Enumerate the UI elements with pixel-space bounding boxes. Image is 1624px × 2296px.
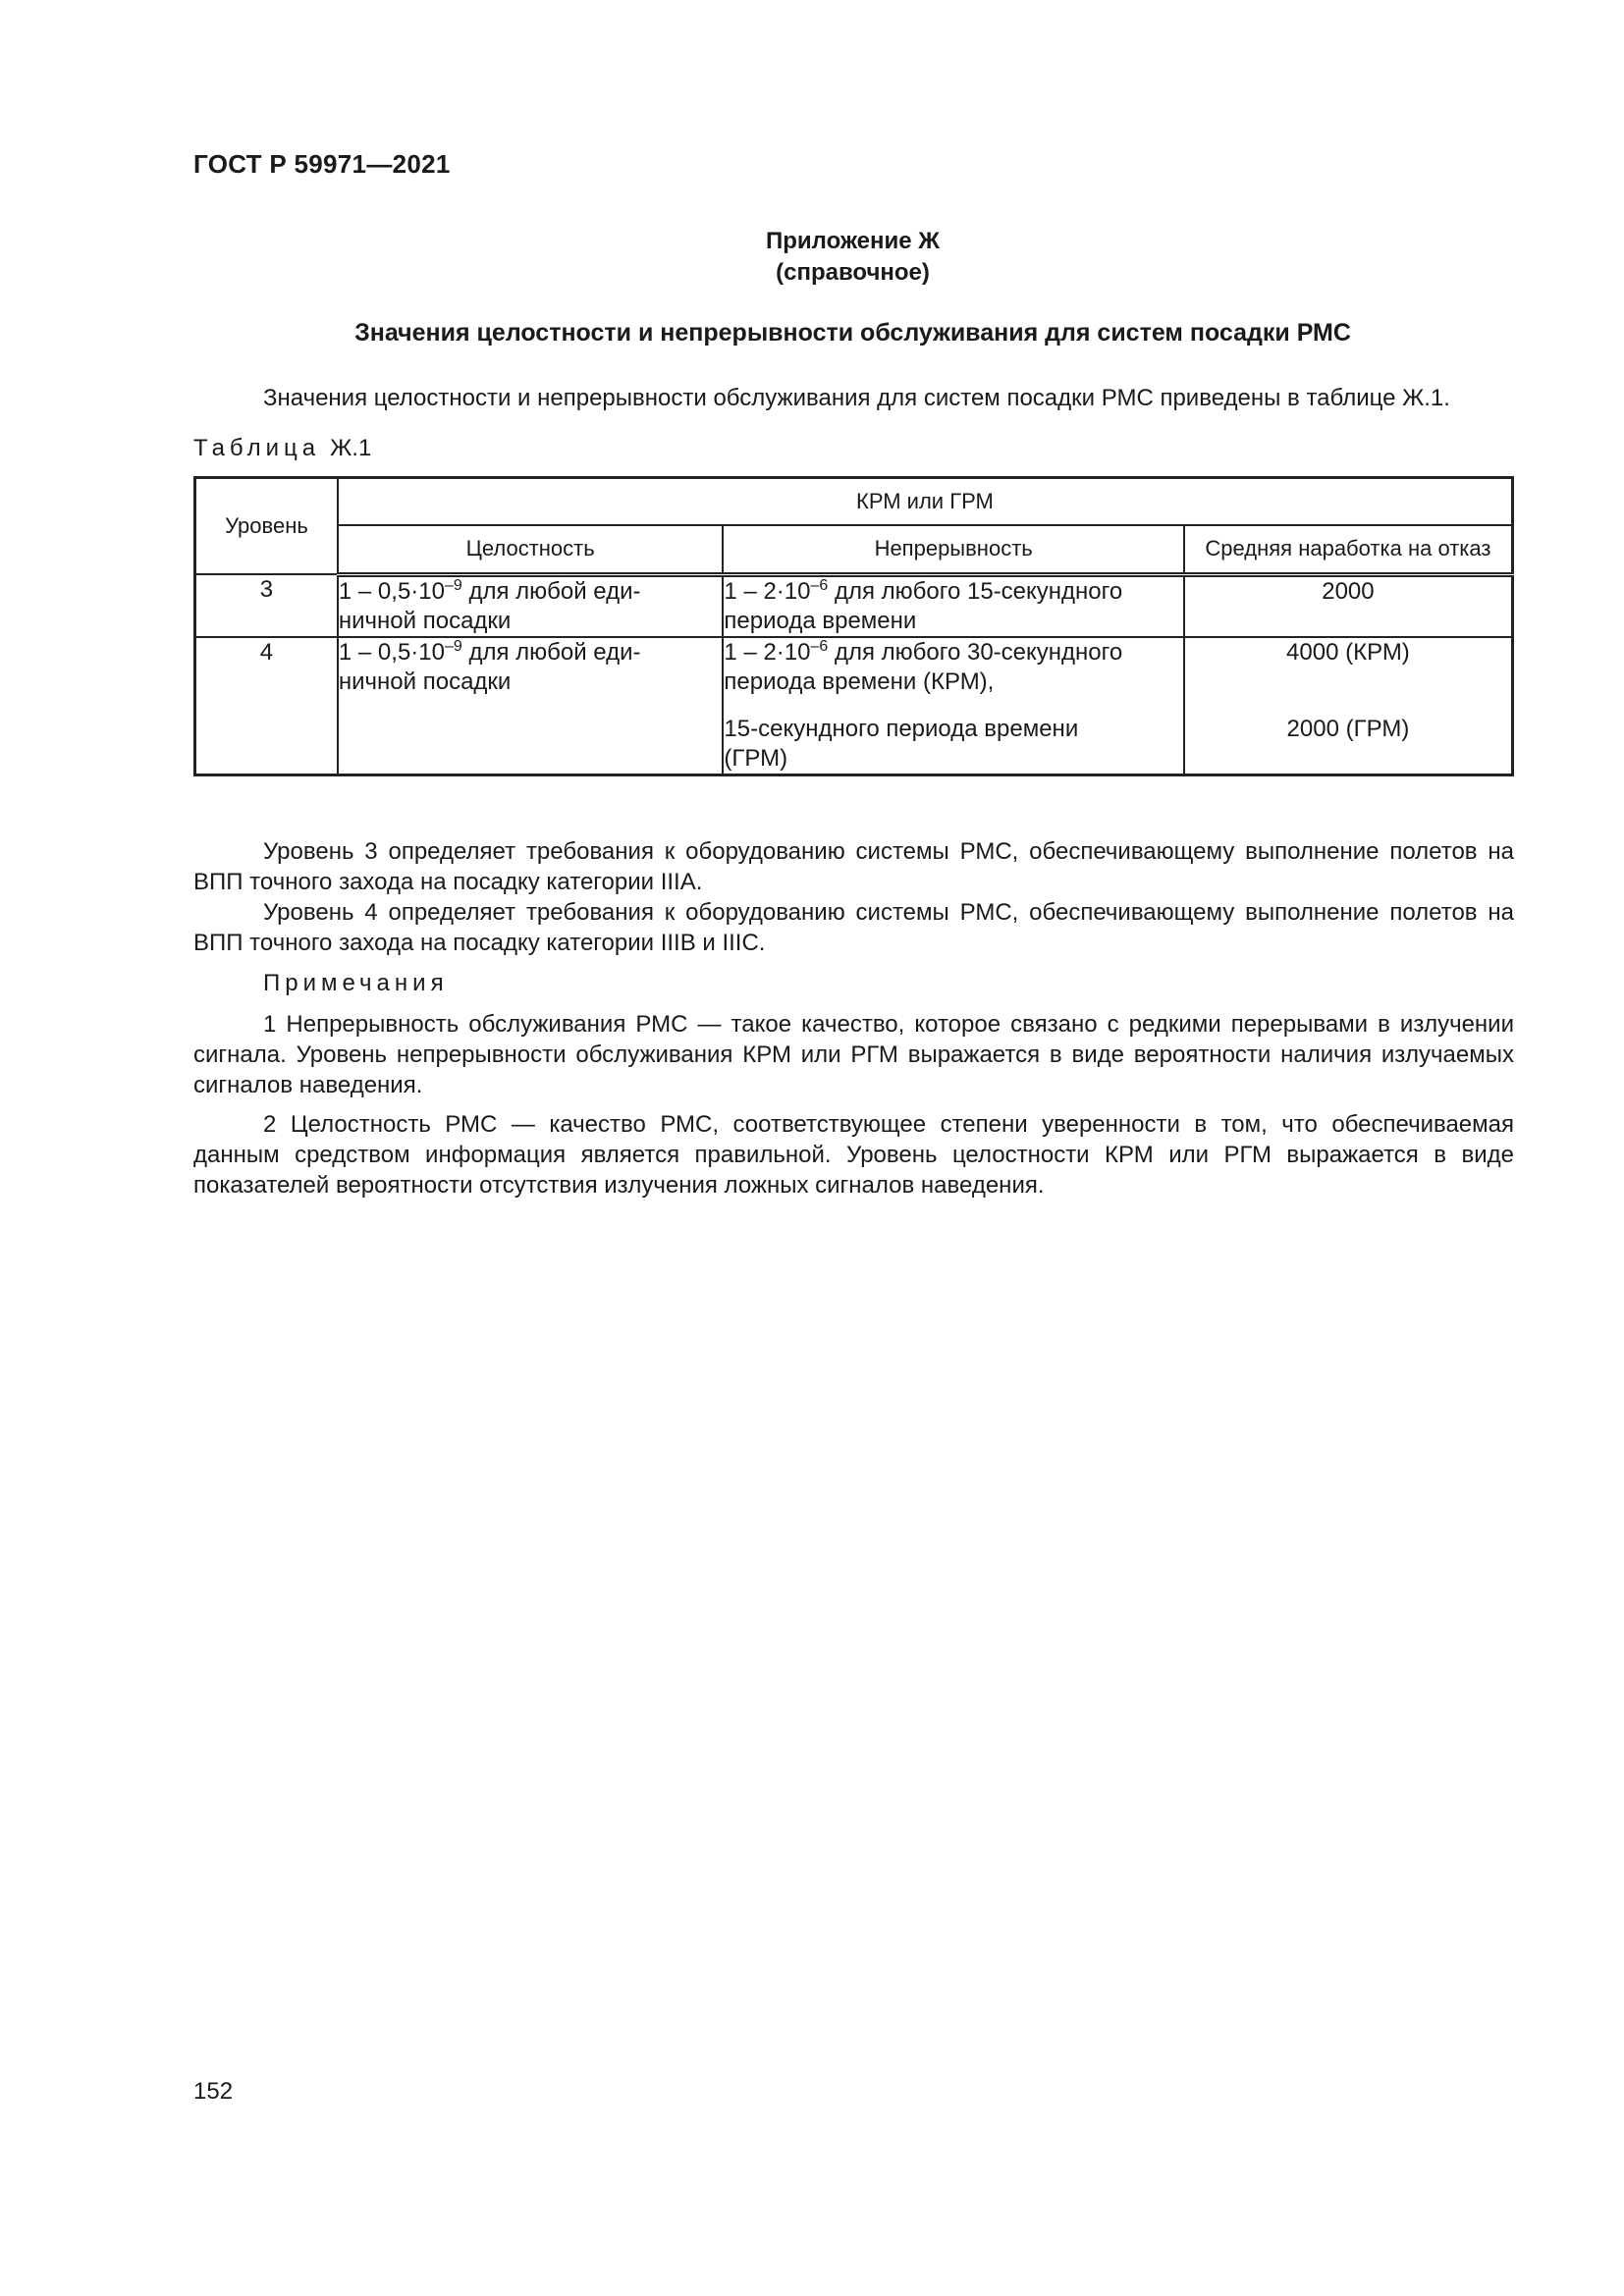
notes-label: Примечания — [263, 970, 449, 996]
header-level: Уровень — [195, 478, 338, 575]
continuity-text-cont: периода времени (КРМ), — [724, 667, 995, 695]
section-heading: Значения целостности и непрерывности обслуживания для систем посадки РМС — [354, 319, 1351, 347]
mtbf-grm: 2000 (ГРМ) — [1286, 715, 1410, 742]
header-group: КРМ или ГРМ — [338, 478, 1513, 526]
continuity-exponent: –6 — [810, 637, 829, 655]
table-caption-number: Ж.1 — [330, 435, 372, 461]
paragraph-text: Уровень 4 определяет требования к оборудованию системы РМС, обеспечивающему выполнение полетов на ВПП точного захода на посадку категории IIIB и IIIC. — [193, 899, 1514, 956]
note-text: 2 Целостность РМС — качество РМС, соответствующее степени уверенности в том, что обеспечиваемая данным средством информация является правильной. Уровень целостности КРМ или РГМ выражается в виде показателей вероятности отсутствия излучения ложных сигналов наведения. — [193, 1111, 1514, 1199]
table-row — [195, 637, 1513, 775]
page-number: 152 — [193, 2078, 234, 2105]
continuity-value: 1 – 2·10 — [724, 638, 811, 666]
continuity-text-cont: периода времени — [724, 607, 917, 634]
integrity-cell — [338, 574, 724, 637]
continuity-cell — [723, 637, 1183, 775]
continuity-text-grm-cont: (ГРМ) — [724, 744, 788, 772]
paragraph-level4 — [193, 897, 1514, 958]
continuity-text: для любого 15-секундного — [828, 577, 1123, 605]
continuity-text: для любого 30-секундного — [828, 638, 1123, 666]
header-mtbf: Средняя наработка на отказ — [1184, 525, 1513, 574]
integrity-text: для любой еди- — [461, 577, 641, 605]
integrity-text-cont: ничной посадки — [338, 667, 512, 695]
table-caption-word: Таблица — [193, 435, 321, 461]
level-cell: 3 — [195, 574, 338, 637]
note-2 — [193, 1109, 1514, 1201]
integrity-value: 1 – 0,5·10 — [338, 577, 445, 605]
paragraph-text: Уровень 3 определяет требования к оборудованию системы РМС, обеспечивающему выполнение полетов на ВПП точного захода на посадку категории IIIA. — [193, 838, 1514, 895]
integrity-text-cont: ничной посадки — [338, 607, 512, 634]
appendix-title-block — [0, 226, 1624, 289]
appendix-title: Приложение Ж — [766, 228, 940, 254]
integrity-exponent: –9 — [444, 576, 462, 594]
note-text: 1 Непрерывность обслуживания РМС — такое качество, которое связано с редкими перерывами в излучении сигнала. Уровень непрерывности обслуживания КРМ или РГМ выражается в виде вероятности наличия излучаемых сигналов наведения. — [193, 1011, 1514, 1098]
intro-paragraph: Значения целостности и непрерывности обслуживания для систем посадки РМС приведены в таблице Ж.1. — [263, 385, 1450, 411]
mtbf-krm: 4000 (КРМ) — [1286, 638, 1410, 666]
integrity-text: для любой еди- — [461, 638, 641, 666]
note-1 — [193, 1009, 1514, 1100]
appendix-type: (справочное) — [776, 259, 930, 286]
table-caption — [193, 435, 371, 462]
table-row — [195, 574, 1513, 637]
document-id: ГОСТ Р 59971—2021 — [193, 149, 451, 179]
level-cell: 4 — [195, 637, 338, 775]
header-continuity: Непрерывность — [723, 525, 1183, 574]
continuity-exponent: –6 — [810, 576, 829, 594]
mtbf-cell: 2000 — [1184, 574, 1513, 637]
integrity-value: 1 – 0,5·10 — [338, 638, 445, 666]
values-table — [193, 476, 1514, 776]
header-integrity: Целостность — [338, 525, 724, 574]
continuity-value: 1 – 2·10 — [724, 577, 811, 605]
mtbf-cell — [1184, 637, 1513, 775]
continuity-cell — [723, 574, 1183, 637]
integrity-cell — [338, 637, 724, 775]
continuity-text-grm: 15-секундного периода времени — [724, 715, 1079, 742]
integrity-exponent: –9 — [444, 637, 462, 655]
paragraph-level3 — [193, 836, 1514, 897]
